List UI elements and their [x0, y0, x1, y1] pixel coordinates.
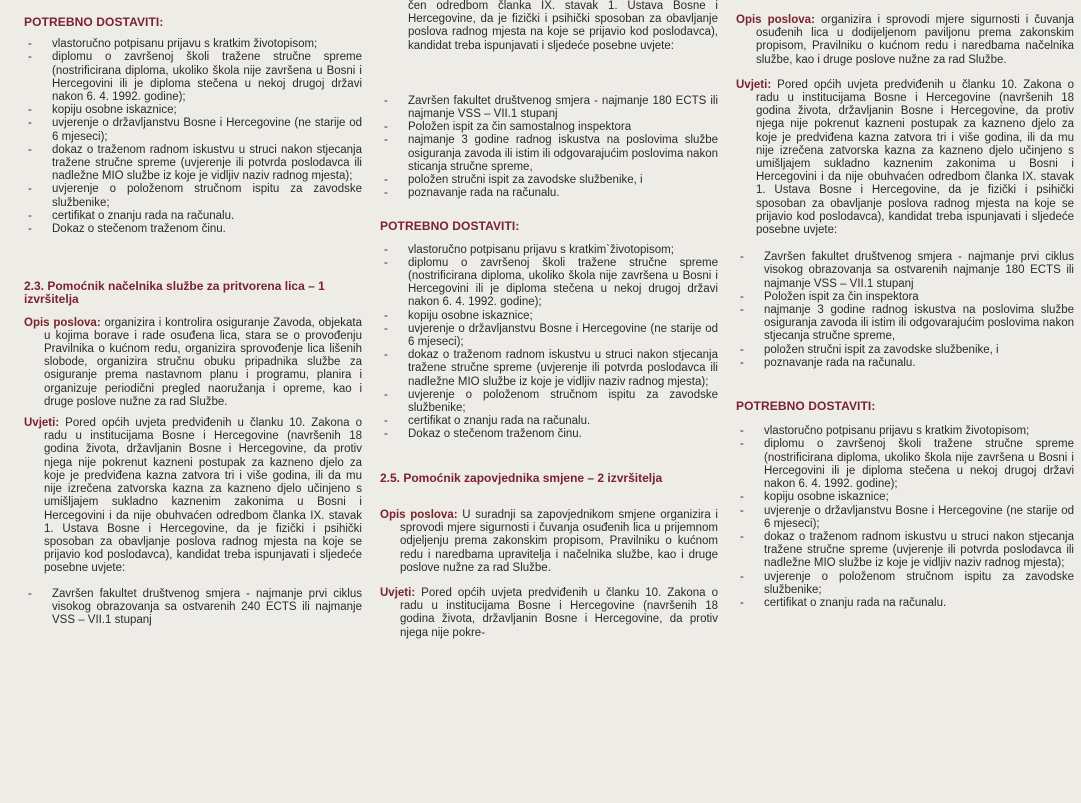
list-item: - najmanje 3 godine radnog iskustva na poslovima službe osiguranja zavoda ili istim ili odgovarajućim poslovima nakon stjecanja stručne spreme, [736, 304, 1074, 344]
opis-text: organizira i kontrolira osiguranje Zavoda, objekata u kojima borave i rade osuđena lica, stara se o provođenju Pravilnika o kućnom redu, organizira sprovođenje lica lišenih slobode, organizira stručnu obuku pripadnika službe za osiguranje prema nastavnom planu i programu, planira i organizuje periodični pregled naoružanja i opreme, kao i druge poslove nužne za rad Službe. [44, 316, 363, 408]
list-item: - kopiju osobne iskaznice; [380, 310, 718, 323]
section-title: 2.5. Pomoćnik zapovjednika smjene – 2 izvršitelja [380, 470, 663, 485]
list-item: - uvjerenje o državljanstvu Bosne i Hercegovine (ne starije od 6 mjeseci); [380, 323, 718, 349]
uvjeti-label: Uvjeti: [736, 78, 772, 91]
list-item: - Završen fakultet društvenog smjera - najmanje 180 ECTS ili najmanje VSS – VII.1 stupanj [380, 95, 718, 121]
opis-text: organizira i sprovodi mjere sigurnosti i čuvanja osuđenih lica u dodijeljenom paviljonu prema zakonskim propisom, Pravilniku o kućnom redu i naredbama načelnika službe, kao i druge poslove nužne za rad Službe. [756, 14, 1074, 66]
list-item: - vlastoručno potpisanu prijavu s kratkim životopisom; [24, 38, 362, 51]
list-item: - certifikat o znanju rada na računalu. [24, 210, 362, 223]
conditions-list [24, 588, 362, 628]
list-item: - kopiju osobne iskaznice; [736, 491, 1074, 504]
list-item: - uvjerenje o državljanstvu Bosne i Hercegovine (ne starije od 6 mjeseci); [24, 117, 362, 143]
documents-list [380, 244, 718, 442]
documents-heading: POTREBNO DOSTAVITI: [24, 15, 164, 29]
list-item: - Završen fakultet društvenog smjera - najmanje prvi ciklus visokog obrazovanja sa ostvarenih 240 ECTS ili najmanje VSS – VII.1 stupanj [24, 588, 362, 628]
documents-list [24, 38, 362, 236]
column-3 [736, 0, 1074, 610]
opis-label: Opis poslova: [380, 508, 458, 521]
list-item: - dokaz o traženom radnom iskustvu u struci nakon stjecanja tražene stručne spreme (uvjerenje ili potvrda poslodavca ili nadležne MIO službe iz koje je vidljiv naziv radnog mjesta); [736, 531, 1074, 571]
uvjeti-label: Uvjeti: [24, 417, 60, 430]
opis-label: Opis poslova: [24, 316, 101, 329]
list-item: - diplomu o završenoj školi tražene stručne spreme (nostrificirana diploma, ukoliko škola nije završena u Bosni i Hercegovini ili je diploma stečena u nekoj drugoj državi nakon 6. 4. 1992. godine); [24, 51, 362, 104]
documents-heading: POTREBNO DOSTAVITI: [380, 219, 520, 234]
uvjeti-text: Pored općih uvjeta predviđenih u članku 10. Zakona o radu u institucijama Bosne i Hercegovine (navršenih 18 godina života, državljanin Bosne i Hercegovine, da protiv njega nije pokre- [400, 586, 718, 639]
uvjeti-label: Uvjeti: [380, 586, 416, 599]
job-description [24, 317, 362, 409]
list-item: - vlastoručno potpisanu prijavu s kratkim`životopisom; [380, 244, 718, 257]
opis-label: Opis poslova: [736, 14, 815, 26]
list-item: - uvjerenje o položenom stručnom ispitu za zavodske službenike; [24, 183, 362, 209]
list-item: - Završen fakultet društvenog smjera - najmanje prvi ciklus visokog obrazovanja sa ostvarenih najmanje 180 ECTS ili najmanje VSS – VII.1 stupanj [736, 251, 1074, 291]
section-title: 2.3. Pomoćnik načelnika službe za pritvorena lica – 1 izvršitelja [24, 279, 325, 307]
list-item: - najmanje 3 godine radnog iskustva na poslovima službe osiguranja zavoda ili istim ili odgovarajućim poslovima nakon sticanja stručne spreme, [380, 134, 718, 174]
uvjeti-text: Pored općih uvjeta predviđenih u članku 10. Zakona o radu u institucijama Bosne i Hercegovine (navršenih 18 godina života, državljanin Bosne i Hercegovine, da protiv njega nije pokrenut kazneni postupak za kazneno djelo za koje je predviđena kazna zatvora tri i više godina, ili da mu nije izrečena zatvorska kazna za kazneno djelo učinjeno s umišljajem sukladno kaznenim zakonima u Bosni i Hercegovini i da nije obuhvaćen odredbom članka IX. stavak 1. Ustava Bosne i Hercegovine, da je fizički i psihički sposoban za obavljanje poslova radnog mjesta na koje se prijavio kod poslodavca), kandidat treba ispunjavati i sljedeće posebne uvjete: [44, 417, 362, 575]
job-conditions [24, 417, 362, 575]
uvjeti-text: Pored općih uvjeta predviđenih u članku 10. Zakona o radu u institucijama Bosne i Hercegovine (navršenih 18 godina života, državljanin Bosne i Hercegovine, da protiv njega nije pokrenut kazneni postupak za kazneno djelo za koje je predviđena kazna zatvora tri i više godina, ili da mu nije izrečena zatvorska kazna za kazneno djelo učinjeno s umišljajem sukladno kaznenim zakonima u Bosni i Hercegovini i da nije obuhvaćen odredbom članka IX. stavak 1. Ustava Bosne i Hercegovine, da je fizički i psihički sposoban za obavljanje poslova radnog mjesta na koje se prijavio kod poslodavca), kandidat treba ispunjavati i sljedeće posebne uvjete: [756, 78, 1074, 237]
list-item: - vlastoručno potpisanu prijavu s kratkim životopisom; [736, 425, 1074, 438]
continued-text: čen odredbom članka IX. stavak 1. Ustava Bosne i Hercegovine, da je fizički i psihički sposoban za obavljanje poslova radnog mjesta na koje se prijavio kod poslodavca), kandidat treba ispunjavati i sljedeće posebne uvjete: [408, 0, 718, 52]
documents-heading: POTREBNO DOSTAVITI: [736, 399, 876, 414]
conditions-list [736, 251, 1074, 370]
opis-text: U suradnji sa zapovjednikom smjene organizira i sprovodi mjere sigurnosti i čuvanja osuđenih lica u prijemnom odjeljenju prema zakonskim propisom, Pravilniku o kućnom redu i naredbama upravitelja i načelnika službe, kao i druge poslove nužne za rad Službe. [400, 508, 718, 574]
list-item: - položen stručni ispit za zavodske službenike, i [380, 174, 718, 187]
list-item: - uvjerenje o državljanstvu Bosne i Hercegovine (ne starije od 6 mjeseci); [736, 505, 1074, 531]
job-conditions [380, 587, 718, 640]
documents-list [736, 425, 1074, 610]
list-item: - Dokaz o stečenom traženom činu. [380, 428, 718, 441]
job-conditions [736, 79, 1074, 237]
list-item: - uvjerenje o položenom stručnom ispitu za zavodske službenike; [736, 571, 1074, 597]
job-description [380, 509, 718, 575]
list-item: - diplomu o završenoj školi tražene stručne spreme (nostrificirana diploma, ukoliko škola nije završena u Bosni i Hercegovini ili je diploma stečena u nekoj drugoj državi nakon 6. 4. 1992. godine); [380, 257, 718, 310]
list-item: - Položen ispit za čin samostalnog inspektora [380, 121, 718, 134]
column-1 [24, 0, 362, 627]
list-item: - položen stručni ispit za zavodske službenike, i [736, 344, 1074, 357]
list-item: - kopiju osobne iskaznice; [24, 104, 362, 117]
job-description [736, 14, 1074, 67]
conditions-list [380, 95, 718, 201]
list-item: - Dokaz o stečenom traženom činu. [24, 223, 362, 236]
list-item: - certifikat o znanju rada na računalu. [736, 597, 1074, 610]
list-item: - poznavanje rada na računalu. [736, 357, 1074, 370]
list-item: - Položen ispit za čin inspektora [736, 291, 1074, 304]
list-item: - dokaz o traženom radnom iskustvu u struci nakon stjecanja tražene stručne spreme (uvjerenje ili potvrda poslodavca ili nadležne MIO službe iz koje je vidljiv naziv radnog mjesta); [380, 349, 718, 389]
list-item: - diplomu o završenoj školi tražene stručne spreme (nostrificirana diploma, ukoliko škola nije završena u Bosni i Hercegovini ili je diploma stečena u nekoj drugoj državi nakon 6. 4. 1992. godine); [736, 438, 1074, 491]
column-2 [380, 0, 718, 640]
list-item: - uvjerenje o položenom stručnom ispitu za zavodske službenike; [380, 389, 718, 415]
list-item: - certifikat o znanju rada na računalu. [380, 415, 718, 428]
list-item: - dokaz o traženom radnom iskustvu u struci nakon stjecanja tražene stručne spreme (uvjerenje ili potvrda poslodavca ili nadležne MIO službe iz koje je vidljiv naziv radnog mjesta); [24, 144, 362, 184]
list-item: - poznavanje rada na računalu. [380, 187, 718, 200]
